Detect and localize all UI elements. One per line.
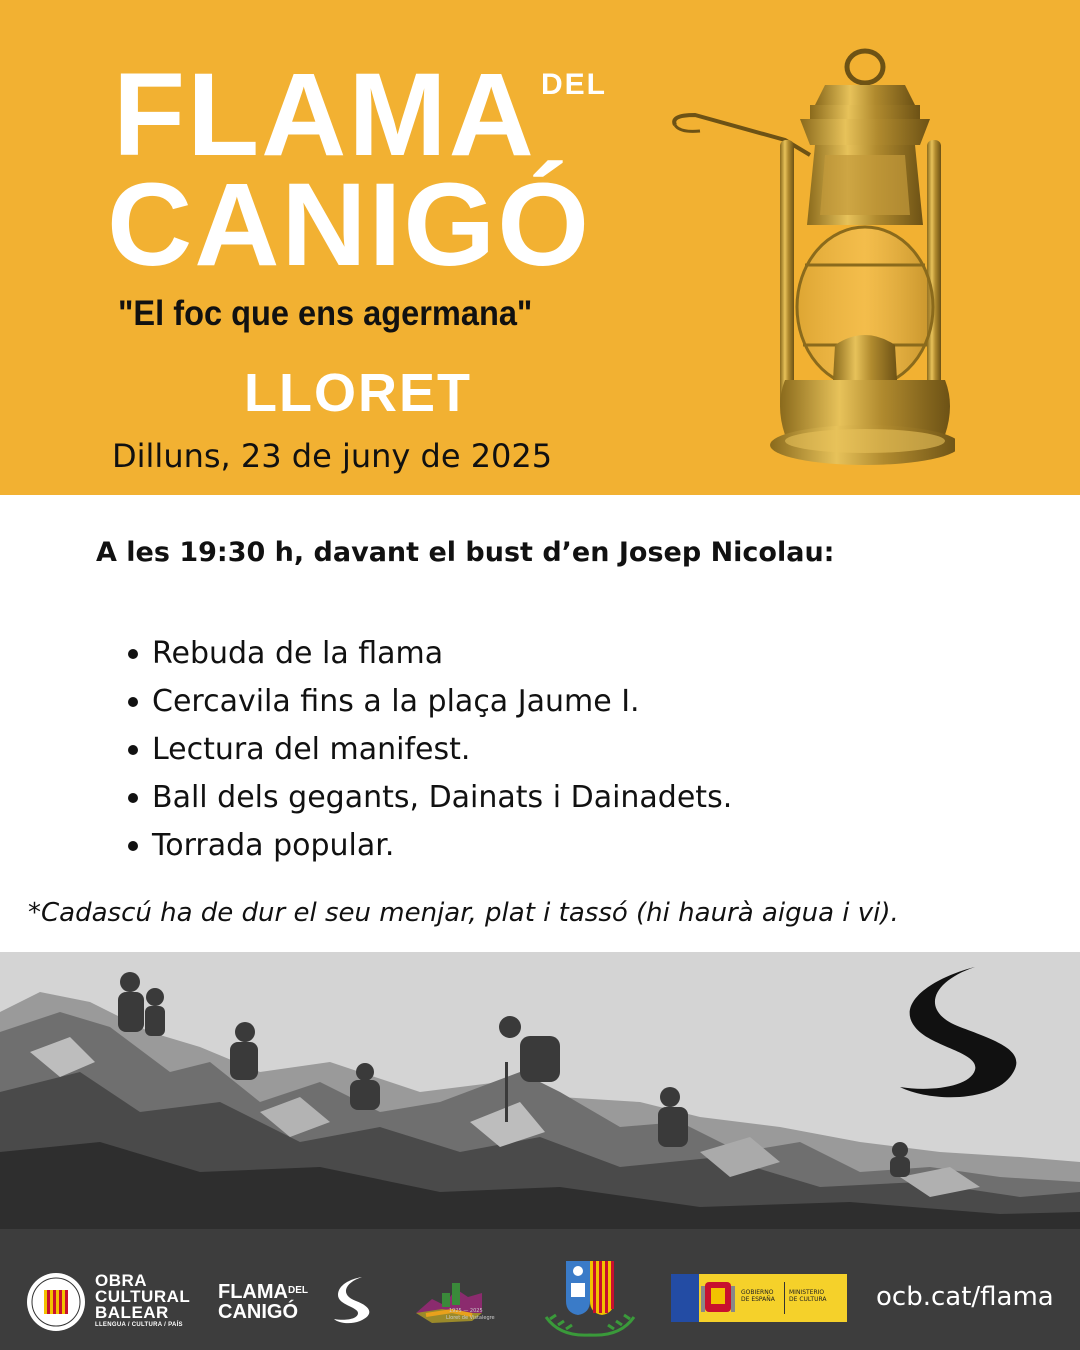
bullet-icon: [128, 793, 138, 803]
event-date: Dilluns, 23 de juny de 2025: [112, 437, 553, 475]
list-item: Lectura del manifest.: [128, 726, 732, 774]
vistalegre-years: 1925 — 2025: [449, 1308, 483, 1314]
hikers-photo: [0, 952, 1080, 1229]
vistalegre-logo-icon: [412, 1269, 492, 1335]
bullet-icon: [128, 745, 138, 755]
divider: [784, 1282, 785, 1314]
ocb-seal-icon: [26, 1272, 86, 1332]
title-canigo: CANIGÓ: [107, 159, 591, 291]
program-intro: A les 19:30 h, davant el bust d’en Josep Nicolau:: [96, 537, 835, 568]
eu-flag-icon: [671, 1274, 699, 1322]
list-item: Cercavila fins a la plaça Jaume I.: [128, 678, 732, 726]
bullet-icon: [128, 697, 138, 707]
title-del: DEL: [541, 68, 607, 101]
footer-logos: [0, 1229, 1080, 1350]
list-item: Ball dels gegants, Dainats i Dainadets.: [128, 774, 732, 822]
list-item: Torrada popular.: [128, 822, 732, 870]
government-logo: [671, 1274, 847, 1322]
place-name: LLORET: [244, 363, 472, 423]
flame-s-icon: [330, 1275, 380, 1325]
bullet-icon: [128, 649, 138, 659]
ministerio-text: MINISTERIO DE CULTURA: [789, 1289, 827, 1303]
list-item: Rebuda de la flama: [128, 630, 732, 678]
lantern-icon: [665, 45, 955, 475]
header-banner: [0, 0, 1080, 495]
food-note: *Cadascú ha de dur el seu menjar, plat i tassó (hi haurà aigua i vi).: [28, 898, 899, 928]
program-list: [128, 630, 732, 870]
bullet-icon: [128, 841, 138, 851]
gobierno-text: GOBIERNO DE ESPAÑA: [741, 1289, 775, 1303]
tagline: "El foc que ens agermana": [118, 294, 533, 333]
website-link[interactable]: ocb.cat/flama: [876, 1282, 1054, 1312]
spain-shield-icon: [701, 1278, 735, 1318]
title-flama: FLAMA: [113, 49, 536, 181]
ocb-logo-text: OBRA CULTURAL BALEAR LLENGUA / CULTURA / PAÍS: [95, 1271, 191, 1328]
municipal-crest-icon: [540, 1257, 640, 1339]
flama-canigo-logo: $FLAMA^{DEL}$ CANIGÓ: [218, 1281, 308, 1323]
vistalegre-name: Lloret de Vistalegre: [446, 1315, 495, 1321]
